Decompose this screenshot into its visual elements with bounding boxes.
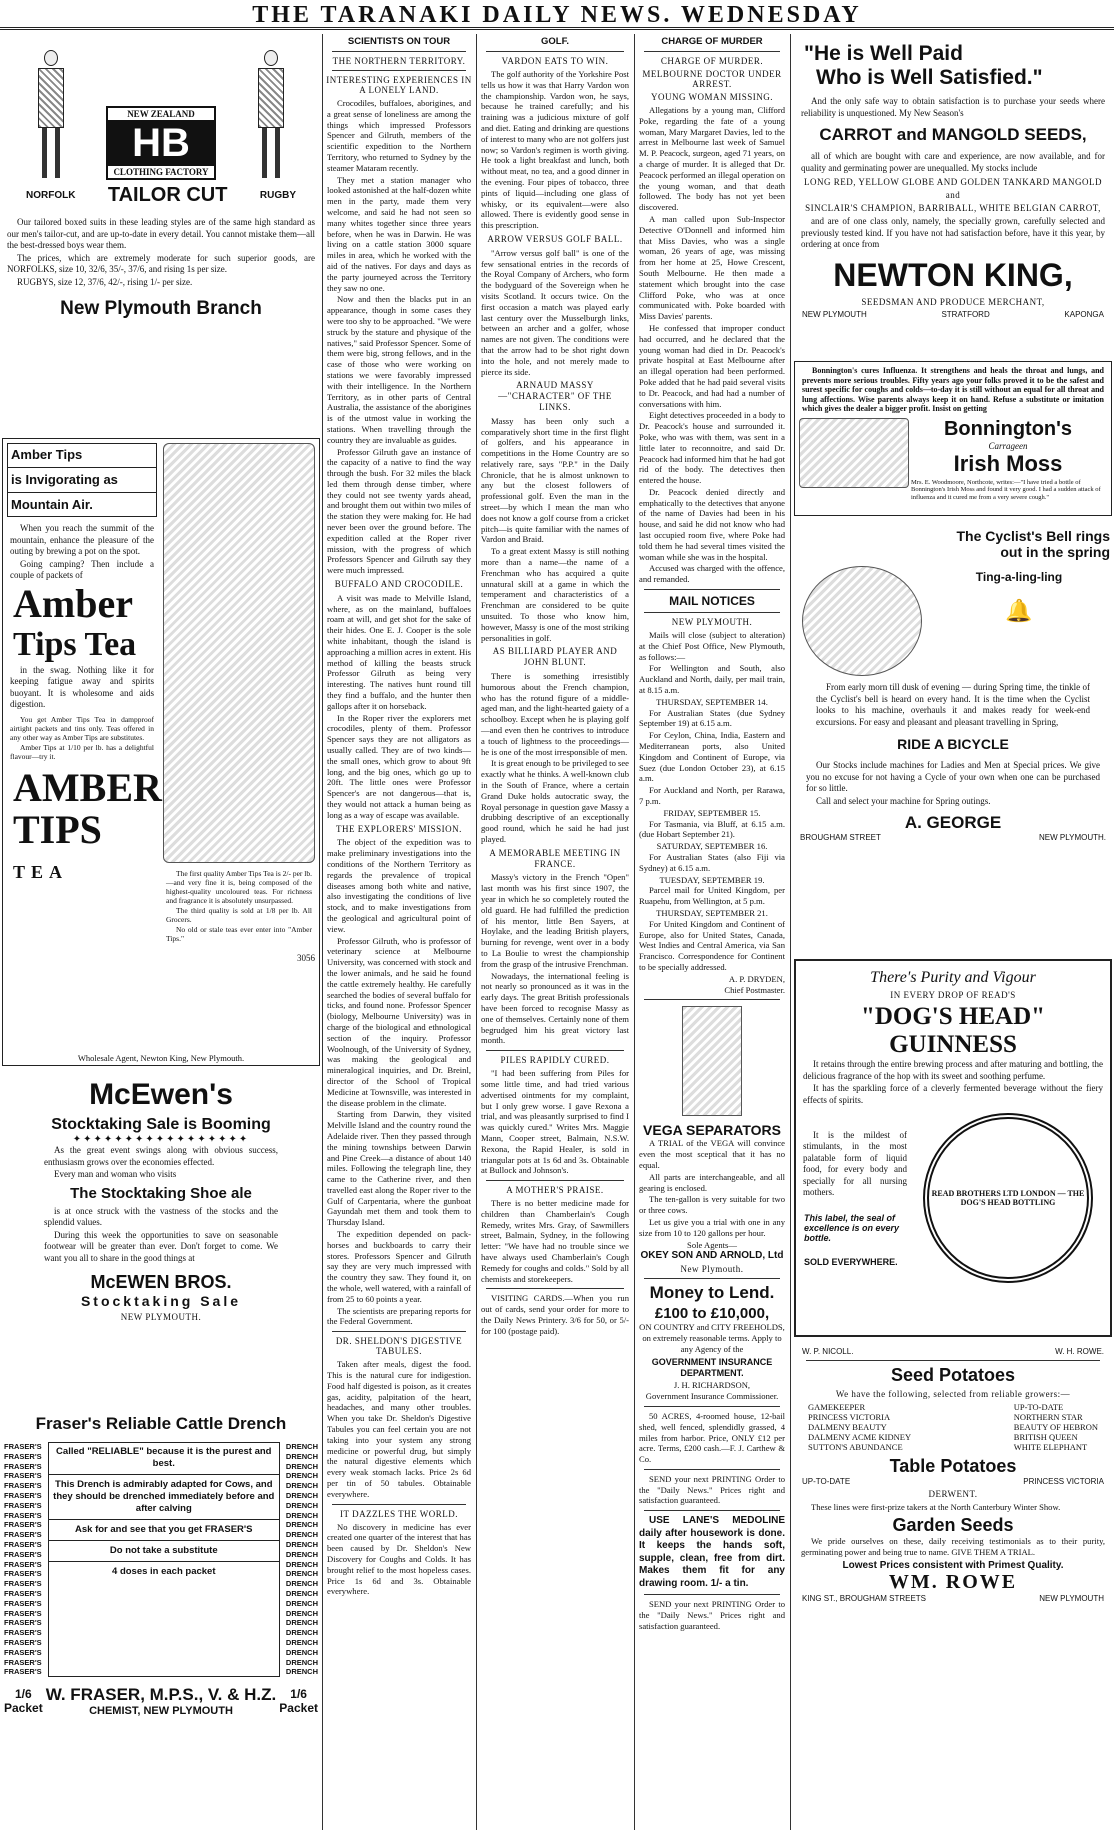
guinness-text-2: It is the mildest of stimulants, in the most palatable form of liquid food, for every body and specially for all nursing mothers. (803, 1129, 907, 1197)
fraser-address: CHEMIST, NEW PLYMOUTH (89, 1705, 233, 1718)
money-body: ON COUNTRY and CITY FREEHOLDS, on extremely reasonable terms. Apply to any Agency of the GOVERNMENT INSURANCE DEPARTMENT. J. H. RICHARDSON, Government Insurance Commissioner. (639, 1322, 785, 1402)
mcewen-advert (0, 1072, 322, 1412)
guinness-text: It retains through the entire brewing process and after maturing and bottling, the delicious fragrance of the hop with its sweet and soothing perfume. It has the sparkling force of a cleverly fermented beverage without the fiery effects of spirits. (803, 1059, 1103, 1105)
cyclist-headline-1: The Cyclist's Bell rings (956, 528, 1110, 544)
vega-heading: VEGA SEPARATORS (643, 1122, 781, 1139)
norfolk-boy-figure (34, 50, 68, 180)
mail-notices-sub: NEW PLYMOUTH. (671, 617, 753, 628)
guinness-brand: "DOG'S HEAD" GUINNESS (860, 1003, 1046, 1058)
amber-logo: AMBER TIPS TEA (13, 764, 162, 882)
column-rule (476, 34, 477, 1830)
hb-logo: NEW ZEALAND HB CLOTHING FACTORY (106, 106, 216, 180)
mail-notices-heading: MAIL NOTICES (669, 594, 755, 609)
rowe-advert (792, 1343, 1114, 1607)
seeds-list-2: SINCLAIR'S CHAMPION, BARRIBALL, WHITE BELGIAN CARROT, (805, 203, 1101, 213)
amber-tips-advert (2, 438, 320, 1066)
article-subheading: THE NORTHERN TERRITORY. (332, 56, 466, 66)
amber-text-3: You get Amber Tips Tea in dampproof airtight packets and tins only. Teas offered in any other way as Amber Tips are substitutes. Amber Tips at 1/10 per lb. has a delightful flavour—try it. (10, 714, 154, 761)
column-4 (636, 34, 788, 1830)
amber-brand-1: Amber (13, 580, 133, 626)
table-potatoes-list: UP-TO-DATE PRINCESS VICTORIA (802, 1477, 1104, 1486)
advert-heading: PILES RAPIDLY CURED. (500, 1055, 610, 1066)
separator-machine-illustration (682, 1006, 742, 1116)
mcewen-sale: Stocktaking Sale (80, 1293, 242, 1309)
advert-heading: DR. SHELDON'S DIGESTIVE TABULES. (335, 1336, 463, 1357)
ornament-divider: ✦✦✦✦✦✦✦✦✦✦✦✦✦✦✦✦✦ (72, 1134, 250, 1145)
garden-seeds-price: Lowest Prices consistent with Primest Quality. (842, 1560, 1064, 1572)
dogs-head-seal-logo: READ BROTHERS LTD LONDON — THE DOG'S HEAD BOTTLING (923, 1113, 1093, 1283)
advert-heading: IT DAZZLES THE WORLD. (340, 1508, 458, 1519)
seeds-list-and: and (945, 190, 961, 200)
mother-child-illustration (799, 418, 909, 488)
newton-king-sub: SEEDSMAN AND PRODUCE MERCHANT, (861, 296, 1045, 307)
fraser-price-left: 1/6 Packet (4, 1687, 43, 1716)
bonningtons-brand: Bonnington's (943, 417, 1073, 440)
a-george-name: A. GEORGE (904, 813, 1002, 832)
bonningtons-advert (794, 361, 1112, 516)
masthead: THE TARANAKI DAILY NEWS. WEDNESDAY (0, 0, 1114, 30)
fraser-advert (0, 1412, 322, 1812)
table-potatoes-derwent: DERWENT. (928, 1489, 978, 1499)
fraser-price-right: 1/6 Packet (279, 1687, 318, 1716)
seeds-headline-2: Who is Well Satisfied." (816, 66, 1043, 89)
cyclist-text-2: Our Stocks include machines for Ladies and Men at Special prices. We give you no excuse for not having a Cycle of your own when one can be purchased for so little. Call and select your machine for Spring outings. (806, 760, 1100, 806)
column-5 (792, 34, 1114, 1830)
article-subheading: YOUNG WOMAN MISSING. (650, 92, 774, 102)
newton-king-name: NEWTON KING, (833, 256, 1073, 293)
wm-rowe-name: WM. ROWE (888, 1571, 1018, 1594)
article-subheading: VARDON EATS TO WIN. (501, 56, 609, 66)
mcewen-town: NEW PLYMOUTH. (120, 1312, 202, 1322)
cyclist-illustration (802, 566, 922, 676)
printing-notice: SEND your next PRINTING Order to the "Daily News." Prices right and satisfaction guaranteed. (639, 1599, 785, 1631)
advert-body: No discovery in medicine has ever created one quarter of the interest that has been caused by Dr. Sheldon's New Discovery for Coughs and Colds. It has brought relief to the most hopeless cases. Price 1s 6d and 3s. Obtainable everywhere. (327, 1521, 471, 1597)
carrot-mangold-heading: CARROT and MANGOLD SEEDS, (819, 125, 1087, 144)
amber-text-2: in the swag. Nothing like it for keeping fatigue away and spirits buoyant. It is wholesome and aids digestion. (10, 664, 154, 709)
mcewen-bros: McEWEN BROS. (90, 1272, 232, 1292)
article-body: The golf authority of the Yorkshire Post tells us how it was that Harry Vardon won the championship. Vardon won, he says, because he trained carefully; and his training was a judicious mixture of golf and diet. Eating and drinking are questions of interest to many who are not golfers just now; so Vardon's regimen is worth giving. He took a light breakfast and lunch, both without meat, no tea, and a good dinner in the evening. Four pipes of tobacco, three pints of liquid—including one glass of whisky, or its equivalent—were also allowed. There is evidently good sense in this prescription. ARROW VERSUS GOLF BALL. "Arrow versus golf ball" is one of the few sensational entries in the records of the Royal Company of Archers, who form the bodyguard of the Sovereign when he visits Scotland. It occurs twice. On the first occasion a match was played early last century over the Musselburgh links, between an archer and a golfer, whose names are not given. The conditions were that the arrow had to be shot right down into the hole, and not merely made to pierce its side. ARNAUD MASSY—"CHARACTER" OF THE LINKS. Massy has been only such a comparatively short time in the first flight of golfers, and his appearance in competitions in the Home Country are so relatively rare, says "P.P." in the Daily Chronicle, that he is almost unknown to any but the closest followers of professional golf. Even the man in the street—by which I mean the man who does not know a golf course from a cricket pitch—is quite familiar with the names of Vardon and Braid. To a great extent Massy is still nothing more than a name—the name of a Frenchman who has acquired a quite unnatural skill at a game in which the temperament and characteristics of a Frenchman are considered to be quite unsuited. To those who know him, however, Massy is one of the most striking personalities in golf. AS BILLIARD PLAYER AND JOHN BLUNT. There is something irresistibly humorous about the French champion, who has the rotund figure of a middle-aged man, and the light-hearted gaiety of a schoolboy. Except when he is playing golf—and even then he contrives to introduce a touch of lightness to the proceedings—he is one of the most irresponsible of men. It is great enough to be privileged to see exactly what he thinks. A well-known club in the South of France, where a certain Grand Duke holds autocratic sway, the Royal personage in question gave Massy a drubbing descriptive of an exceptionally good round, which he said he had just played. A MEMORABLE MEETING IN FRANCE. Massy's victory in the French "Open" last month was his first since 1907, the year in which he so completely routed the old guard. He had fulfilled the prediction of his mentor, little Ben Sayers, at Hoylake, and the leading British players, burning for revenge, went over in a body to La Boulie to wrest the championship from the grasp of the intrusive Frenchman. Nowadays, the international feeling is not nearly so pronounced as it was in the early days. The great British professionals have been forced to recognise Massy as one of themselves. Certainly none of them begrudged him his great victory last month. (481, 69, 629, 1046)
seed-potatoes-list: GAMEKEEPER PRINCESS VICTORIA DALMENY BEAUTY DALMENY ACME KIDNEY SUTTON'S ABUNDANCE UP-TO-DATE NORTHERN STAR BEAUTY OF HEBRON BRITISH QUEEN WHITE ELEPHANT (808, 1402, 1098, 1452)
vega-town: New Plymouth. (680, 1264, 744, 1275)
amber-text-4: The first quality Amber Tips Tea is 2/- per lb.—and very fine it is, being composed of the highest-quality uncoloured teas. For richness and fragrance it is absolutely unsurpassed. The third quality is sold at 1/8 per lb. All Grocers. No old or stale teas ever enter into "Amber Tips." (166, 869, 312, 943)
amber-wholesale: Wholesale Agent, Newton King, New Plymouth. (77, 1053, 245, 1063)
irish-moss-label: Irish Moss (953, 450, 1063, 476)
column-1 (0, 34, 322, 1830)
seed-potatoes-intro: We have the following, selected from reliable growers:— (835, 1389, 1071, 1399)
column-rule (634, 34, 635, 1830)
lanes-medoline-advert: USE LANE'S MEDOLINE daily after housework is done. It keeps the hands soft, supple, clean, free from dirt. Makes them fit for any drawing room. 1/- a tin. (639, 1515, 785, 1589)
seeds-text-3: and are of one class only, namely, the specially grown, carefully selected and previously tested kind. If you have not had satisfaction before, have it this year, by ordering at once from (801, 216, 1105, 249)
rugby-boy-figure (254, 50, 288, 180)
table-potatoes-heading: Table Potatoes (889, 1456, 1017, 1476)
article-heading: CHARGE OF MURDER (661, 36, 763, 47)
amber-text-1: When you reach the summit of the mountain, enhance the pleasure of the outing by brewing a pot on the spot. Going camping? Then include a couple of packets of (10, 523, 154, 580)
woman-with-teacup-illustration (163, 443, 315, 863)
table-potatoes-text: These lines were first-prize takers at the North Canterbury Winter Show. (811, 1502, 1061, 1512)
fraser-side-right: DRENCH DRENCH DRENCH DRENCH DRENCH DRENCH DRENCH DRENCH DRENCH DRENCH DRENCH DRENCH DRENCH DRENCH DRENCH DRENCH DRENCH DRENCH DRENCH DRENCH DRENCH DRENCH DRENCH DRENCH (285, 1442, 318, 1677)
guinness-label-note: This label, the seal of excellence is on every bottle. (804, 1212, 900, 1243)
cyclist-advert (792, 522, 1114, 957)
mcewen-title: McEwen's (89, 1078, 233, 1111)
bonningtons-testimonial: Mrs. E. Woodmoore, Northcote, writes:—"I have tried a bottle of Bonnington's Irish Moss and found it very good. I had a sudden attack of influenza and it cured me from a very severe cough." (911, 478, 1101, 501)
tailor-cut-headline: TAILOR CUT (107, 184, 228, 206)
seeds-text-2: all of which are bought with care and experience, are now available, and for quality and germinating power are unequalled. My stocks include (801, 151, 1105, 173)
hb-body: Our tailored boxed suits in these leading styles are of the same high standard as our men's tailor-cut, and are up-to-date in every detail. You cannot mistake them—all the best-dressed boys wear them. The prices, which are extremely moderate for such superior goods, are NORFOLKS, size 10, 32/6, 35/-, 37/6, and rising 1s per size. RUGBYS, size 12, 37/6, 42/-, rising 1/- per size. (7, 217, 315, 287)
amber-ref-number: 3056 (297, 953, 315, 963)
garden-seeds-heading: Garden Seeds (892, 1514, 1014, 1535)
printing-notice: SEND your next PRINTING Order to the "Daily News." Prices right and satisfaction guaranteed. (639, 1473, 785, 1506)
amber-header: Amber Tips is Invigorating as Mountain Air. (7, 443, 157, 517)
mcewen-text-1: As the great event swings along with obvious success, enthusiasm grows over the economies effected. Every man and woman who visits (44, 1145, 278, 1179)
rugby-label: RUGBY (259, 190, 296, 201)
article-subheading: CHARGE OF MURDER. (660, 56, 764, 66)
article-heading: SCIENTISTS ON TOUR (347, 36, 451, 47)
fraser-name: W. FRASER, M.P.S., V. & H.Z. (45, 1685, 277, 1705)
column-rule (322, 34, 323, 1830)
column-2 (324, 34, 474, 1830)
carrageen-label: Carrageen (988, 440, 1028, 451)
cyclist-text-1: From early morn till dusk of evening — during Spring time, the tinkle of the Cyclist's bell is heard on every hand. It is the time when the Cyclist looks to his machine, overhauls it and makes ready for week-end excursions. For easy and pleasant and pleasant travelling in Spring, (816, 682, 1090, 727)
article-heading: GOLF. (541, 36, 569, 47)
advert-body: Taken after meals, digest the food. This is the natural cure for indigestion. Food half digested is poison, as it creates gas, acidity, palpitation of the heart, headaches, and many other troubles. When you take Dr. Sheldon's Digestive Tabules you can feel certain you are not taking into your system any strong medicine or powerful drug, but simply the natural digestive elements which every weak stomach lacks. Price 2s 6d per tin of 50 tabules. Obtainable everywhere. (327, 1359, 471, 1499)
amber-brand-2: Tips Tea (13, 625, 137, 663)
newton-king-towns: NEW PLYMOUTH STRATFORD KAPONGA (802, 309, 1104, 319)
column-3 (478, 34, 632, 1830)
dogs-head-guinness-advert (794, 959, 1112, 1337)
visiting-cards-notice: VISITING CARDS.—When you run out of cards, send your order for more to the Daily News Printery. 3/6 for 50, or 5/- for 100 (postage paid). (481, 1293, 629, 1336)
article-subheading: MELBOURNE DOCTOR UNDER ARREST. (642, 69, 782, 89)
rowe-partners: W. P. NICOLL. W. H. ROWE. (802, 1347, 1104, 1356)
bonningtons-text: Bonnington's cures Influenza. It strengthens and heals the throat and lungs, and prevents more serious troubles. Fifty years ago your folks proved it to be the safest and surest specific for coughs and colds—to-day it is still without an equal for all throat and lung affections. Wise parents always keep it on hand. Refuse a substitute or imitation which gives the dealer a bigger profit. Insist on getting (802, 366, 1104, 414)
advert-body: "I had been suffering from Piles for some little time, and had tried various advertised ointments for my complaint, but I only grew worse. I gave Rexona a trial, and was pleasantly surprised to find I was quickly cured." Writes Mrs. Maggie Mann, Cooper street, Balmain, N.S.W. Rexona, the Rapid Healer, is sold in triangular pots at 1s 6d and 3s. Obtainable at Bullock and Johnson's. (481, 1068, 629, 1176)
guinness-headline-1: There's Purity and Vigour (870, 969, 1036, 986)
seeds-advert (792, 34, 1114, 359)
guinness-headline-2: IN EVERY DROP OF READ'S (890, 990, 1016, 1000)
article-body: Crocodiles, buffaloes, aborigines, and a great sense of loneliness are among the things which impressed Professors Spencer and Gilruth, members of the scientific expedition to the Northern Territory, who returned to Sydney by the steamer Mataram recently. They met a station manager who looked astonished at the half-dozen white men in the party, made them very welcome, and said he had not seen so many whites together since three years before, when he was in Darwin. He was living on a cattle station 3000 square miles in area, which he worked with the aid of the natives. For days and days as the party journeyed across the Territory they saw no one. Now and then the blacks put in an appearance, though in some cases they were too shy to be approached. "We were struck by the stature and physique of the natives," said Professor Spencer. Some of them were big, strong fellows, and in the case of those who were working on stations we were favorably impressed with their intelligence. In the Northern Territory, as in other parts of Central Australia, the assistance of the aborigines is of the utmost value in working the stations. When travelling through the country they are invaluable as guides. Professor Gilruth gave an instance of the capacity of a native to find the way through the bush. For 32 miles the black led them through dense timber, where they could not see twenty yards ahead, and brought them out within two miles of the station they were making for. He had never been over the ground before. The expedition called at the Roper river mission, with the progress of which Professors Spencer and Gilruth say they were much impressed. BUFFALO AND CROCODILE. A visit was made to Melville Island, where, as on the mainland, buffaloes roam at will, and get shot for the sake of their hides. One E. J. Cooper is the sole white inhabitant, though the island is approaching a million acres in extent. His method of killing the beasts struck Professor Gilruth as being very interesting. The natives hunt round till they find a buffalo, and the hunter then gallops after it on horseback. In the Roper river the explorers met crocodiles, plenty of them. Professor Spencer says they are not alligators as usually called. They are of two kinds—the small ones, which grow to about 9ft long, and the big ones, which go up to 20ft. The little ones were Professor Spencer's are not dangerous—that is, they would not attack a human being as long as a way of escape was available. THE EXPLORERS' MISSION. The object of the expedition was to make preliminary investigations into the conditions of the Northern Territory as regards the prevalence of tropical diseases among both white and native, also investigating the conditions of live stock, and to make investigations from the geological and agricultural point of view. Professor Gilruth, who is professor of veterinary science at Melbourne University, was concerned with stock and the lower animals, and he said he found the cattle extremely healthy. He carefully searched the bodies of several buffalo for ticks, and found none. Professor Spencer (biology, Melbourne University) was in charge of the biological and ethnological section of the inquiry. Professor Woolnough, of the University of Sydney, was making the geological and mineralogical inquiries, and Dr. Breinl, director of the School of Tropical Medicine at Townsville, was interested in the disease problem in the climate. Starting from Darwin, they visited Melville Island and the country round the Adelaide river. Then they passed through the mining townships between Darwin and Pine Creek—a distance of about 140 miles. Following the telegraph line, they came to the Catherine river, and then travelled east along the Roper river to the Gulf of Carpentaria, where the gunboat Gayundah met them and took them to Thursday Island. The expedition depended on pack-horses and buckboards to carry their stores. Professors Spencer and Gilruth say they are very much impressed with the country they saw. They found it, on the whole, well watered, with a rainfall of from 25 to 60 points a year. The scientists are preparing reports for the Federal Government. (327, 98, 471, 1327)
wm-rowe-address: KING ST., BROUGHAM STREETS NEW PLYMOUTH (802, 1594, 1104, 1604)
mcewen-shoe-sale: The Stocktaking Shoe ale (70, 1184, 252, 1202)
seeds-list-1: LONG RED, YELLOW GLOBE AND GOLDEN TANKARD MANGOLD (803, 177, 1103, 187)
fraser-box: Called "RELIABLE" because it is the purest and best. This Drench is admirably adapted for Cows, and they should be drenched immediately before and after calving Ask for and see that you get FRASER'S Do not take a substitute 4 doses in each packet (48, 1442, 280, 1677)
article-body: Allegations by a young man, Clifford Poke, regarding the fate of a young woman, Mary Margaret Davies, led to the arrest in Melbourne last week of Samuel M. P. Peacock, surgeon, aged 71 years, on a charge of murder. It is alleged that Dr. Peacock performed an illegal operation on the young woman, and that death followed. The body has not yet been discovered. A man called upon Sub-Inspector Detective O'Donnell and informed him that Miss Davies, who was a single woman, 26 years of age, was missing from her home at 25, Howe Crescent, South Melbourne. He then made a statement which brought into the case Clifford Poke, who was at once communicated with. Poke boarded with Miss Davies' parents. He confessed that improper conduct had occurred, and he declared that the young woman had died in Dr. Peacock's private hospital at East Melbourne after an illegal operation had been performed. Poke added that he had paid several visits to Dr. Peacock, and had had a number of conversations with him. Eight detectives proceeded in a body to Dr. Peacock's house and surrounded it. Poke, who was with them, was sent in a little later to reconnoitre, and said Dr. Peacock had informed him that he had got rid of the body. The detectives then entered the house. Dr. Peacock denied directly and emphatically to the detectives that anyone of the name of Davies had been in his house, and said he did not know who had last occupied room five, where Poke had told them he had several times visited the woman while she was in the hospital. Accused was charged with the offence, and remanded. (639, 105, 785, 585)
bell-icon: 🔔 (1005, 598, 1033, 623)
branch-name: New Plymouth Branch (60, 298, 262, 319)
vega-advert (636, 1006, 788, 1274)
seed-potatoes-heading: Seed Potatoes (890, 1365, 1016, 1385)
vega-agent-name: OKEY SON AND ARNOLD, Ltd (640, 1250, 784, 1262)
article-subheading: INTERESTING EXPERIENCES IN A LONELY LAND. (326, 75, 472, 95)
mcewen-text-2: is at once struck with the vastness of the stocks and the splendid values. During this week the opportunities to save on seasonable footwear will be greater than ever. Don't forget to come. We want you all to share in the good things at (44, 1205, 278, 1263)
ride-a-bicycle-heading: RIDE A BICYCLE (897, 736, 1009, 752)
money-heading: Money to Lend. (649, 1283, 775, 1303)
advert-body: There is no better medicine made for children than Chamberlain's Cough Remedy, writes Mrs. Gray, of Sawmillers street, Balmain, Sydney, in the following letter: "We have had no trouble since we have always used Chamberlain's Cough Remedy for coughs and colds." Sold by all chemists and storekeepers. (481, 1198, 629, 1284)
advert-heading: A MOTHER'S PRAISE. (506, 1185, 604, 1196)
fraser-side-left: FRASER'S FRASER'S FRASER'S FRASER'S FRASER'S FRASER'S FRASER'S FRASER'S FRASER'S FRASER'S FRASER'S FRASER'S FRASER'S FRASER'S FRASER'S FRASER'S FRASER'S FRASER'S FRASER'S FRASER'S FRASER'S FRASER'S FRASER'S FRASER'S (4, 1442, 42, 1677)
fraser-title: Fraser's Reliable Cattle Drench (35, 1414, 287, 1433)
guinness-sold: SOLD EVERYWHERE. (804, 1256, 898, 1267)
seeds-text-1: And the only safe way to obtain satisfaction is to purchase your seeds where reliability is unquestioned. My New Season's (801, 96, 1105, 118)
seeds-headline-1: "He is Well Paid (804, 42, 963, 65)
money-advert (636, 1283, 788, 1402)
ting-a-ling-text: Ting-a-ling-ling (975, 570, 1063, 584)
money-amount: £100 to £10,000, (654, 1305, 770, 1323)
garden-seeds-text: We pride ourselves on these, daily receiving testimonials as to their purity, germinating power and being true to name. GIVE THEM A TRIAL. (801, 1535, 1105, 1557)
column-rule (790, 34, 791, 1830)
vega-body: A TRIAL of the VEGA will convince even the most sceptical that it has no equal. All parts are interchangeable, and all gearing is enclosed. The ten-gallon is very suitable for two or three cows. Let us give you a trial with one in any size from 10 to 120 gallons per hour. Sole Agents— (639, 1138, 785, 1250)
mcewen-subtitle: Stocktaking Sale is Booming (51, 1116, 271, 1133)
mail-notices-body: Mails will close (subject to alteration) at the Chief Post Office, New Plymouth, as follows:— For Wellington and South, also Auckland and North, daily, per mail train, at 8.15 a.m. THURSDAY, SEPTEMBER 14. For Australian States (due Sydney September 19) at 6.15 a.m. For Ceylon, China, India, Eastern and Mediterranean ports, also United Kingdom and Continent of Europe, via Suez (due London October 23), at 6.15 a.m. For Auckland and North, per Rarawa, 7 p.m. FRIDAY, SEPTEMBER 15. For Tasmania, via Bluff, at 6.15 a.m. (due Hobart September 21). SATURDAY, SEPTEMBER 16. For Australian States (also Fiji via Sydney) at 6.15 a.m. TUESDAY, SEPTEMBER 19. Parcel mail for United Kingdom, per Ruapehu, from Wellington, at 5 p.m. THURSDAY, SEPTEMBER 21. For United Kingdom and Continent of Europe, also for United States, Canada, West Indies and Central America, via San Francisco. Correspondence for Continent to be specially addressed. A. P. DRYDEN, Chief Postmaster. (639, 630, 785, 995)
hb-advert (0, 34, 322, 434)
cyclist-headline-2: out in the spring (1000, 544, 1110, 560)
a-george-address: BROUGHAM STREET NEW PLYMOUTH. (800, 833, 1106, 842)
acres-notice: 50 ACRES, 4-roomed house, 12-bail shed, well fenced, splendidly grassed, 4 miles from harbor. Price, ONLY £12 per acre. Terms, £200 cash.—F. J. Carthew & Co. (639, 1410, 785, 1465)
norfolk-label: NORFOLK (26, 190, 76, 201)
